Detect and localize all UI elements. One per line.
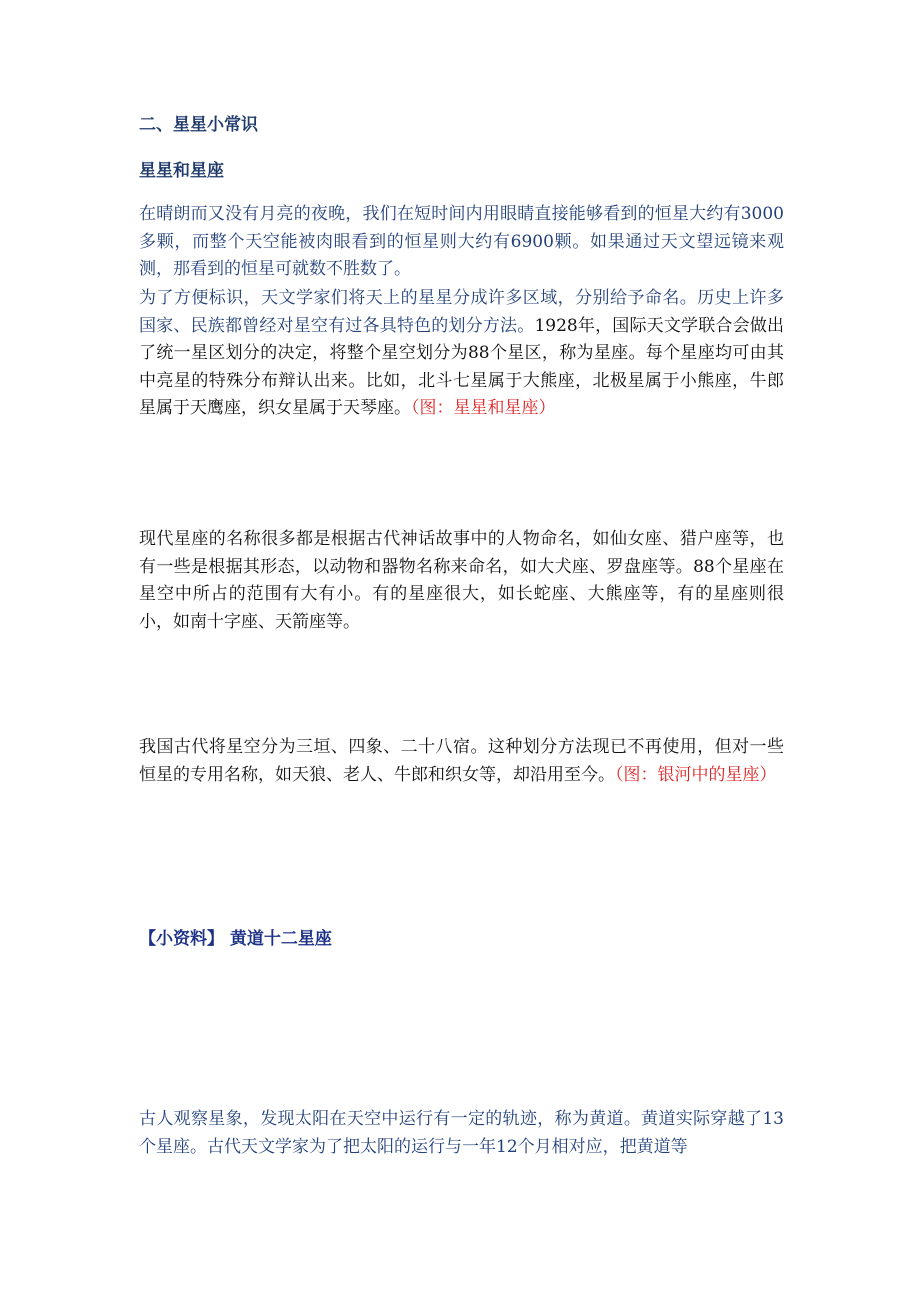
paragraph-constellation-names: 现代星座的名称很多都是根据古代神话故事中的人物命名，如仙女座、猎户座等，也有一些是根据其形态，以动物和器物名称来命名，如大犬座、罗盘座等。88个星座在星空中所占的范围有大有小。有的星座很大，如长蛇座、大熊座等，有的星座则很小，如南十字座、天箭座等。 (139, 529, 784, 632)
paragraph-constellation-division (139, 285, 784, 423)
paragraph-star-count: 在晴朗而又没有月亮的夜晚，我们在短时间内用眼睛直接能够看到的恒星大约有3000多颗，而整个天空能被肉眼看到的恒星则大约有6900颗。如果通过天文望远镜来观测，那看到的恒星可就数不胜数了。 (139, 204, 784, 279)
paragraph-part-1928: 1928年，国际天文学联合会做出了统一星区划分的决定，将整个星空划分为88个星区，称为星座。每个星座均可由其中亮星的特殊分布辩认出来。比如，北斗七星属于大熊座，北极星属于小熊座，牛郎星属于天鹰座，织女星属于天琴座。 (139, 315, 785, 418)
paragraph-part-ancient: 我国古代将星空分为三垣、四象、二十八宿。这种划分方法现已不再使用，但对一些恒星的专用名称，如天狼、老人、牛郎和织女等，却沿用至今。 (139, 737, 784, 785)
section-heading: 二、星星小常识 (139, 115, 258, 135)
sidebar-heading: 【小资料】 黄道十二星座 (139, 929, 332, 949)
figure-note-stars: （图：星星和星座） (411, 398, 556, 418)
subheading: 星星和星座 (139, 161, 224, 181)
paragraph-ecliptic: 古人观察星象，发现太阳在天空中运行有一定的轨迹，称为黄道。黄道实际穿越了13个星座。古代天文学家为了把太阳的运行与一年12个月相对应，把黄道等 (139, 1109, 784, 1157)
paragraph-part-history: 为了方便标识，天文学家们将天上的星星分成许多区域，分别给予命名。历史上许多国家、民族都曾经对星空有过各具特色的划分方法。 (139, 288, 784, 336)
figure-note-galaxy: （图：银河中的星座） (615, 764, 777, 785)
paragraph-ancient-division (139, 734, 784, 789)
